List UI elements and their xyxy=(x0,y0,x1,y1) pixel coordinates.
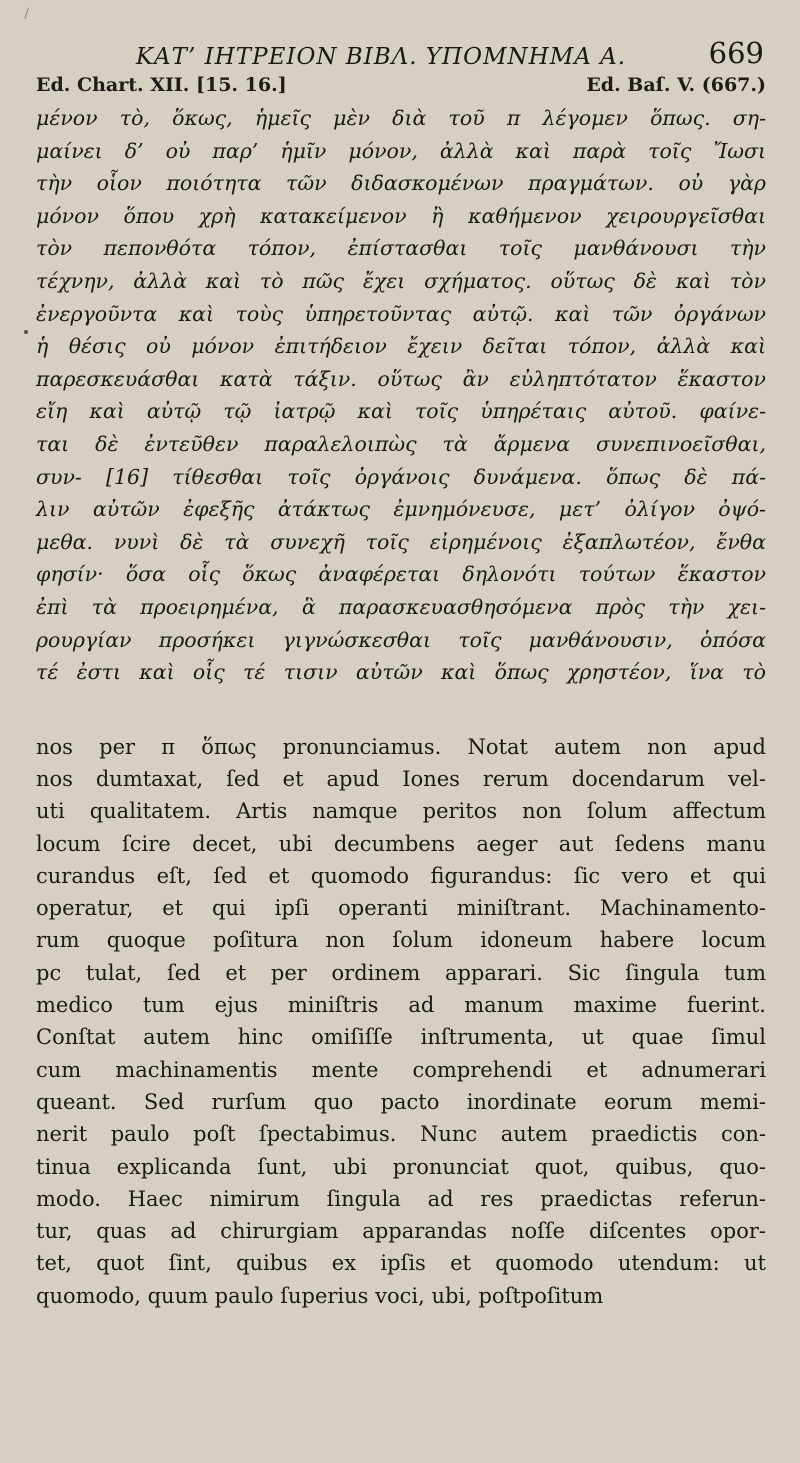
corner-mark xyxy=(24,8,32,21)
latin-line: tur, quas ad chirurgiam apparandas noſſe diſcentes opor- xyxy=(36,1219,766,1244)
latin-line: Conſtat autem hinc omiſiſſe inſtrumenta, ut quae ſimul xyxy=(36,1025,766,1050)
greek-line: τέχνην, ἀλλὰ καὶ τὸ πῶς ἔχει σχήματος. οὕτως δὲ καὶ τὸν xyxy=(36,268,766,293)
greek-line: εἴη καὶ αὐτῷ τῷ ἰατρῷ καὶ τοῖς ὑπηρέταις αὐτοῦ. φαίνε- xyxy=(36,399,766,424)
latin-line: pc tulat, ſed et per ordinem apparari. Sic ſingula tum xyxy=(36,960,766,985)
running-head xyxy=(36,28,766,70)
edition-left: Ed. Chart. XII. [15. 16.] xyxy=(36,74,287,96)
column-gap xyxy=(36,689,766,731)
latin-line: locum ſcire decet, ubi decumbens aeger aut ſedens manu xyxy=(36,831,766,856)
latin-line: tet, quot ſint, quibus ex ipſis et quomodo utendum: ut xyxy=(36,1251,766,1276)
greek-line: τὸν πεπονθότα τόπον, ἐπίστασθαι τοῖς μανθάνουσι τὴν xyxy=(36,236,766,261)
latin-line: nerit paulo poſt ſpectabimus. Nunc autem praedictis con- xyxy=(36,1122,766,1147)
latin-line: quomodo, quum paulo ſuperius voci, ubi, poſtpoſitum xyxy=(36,1283,604,1308)
greek-line: ἐνεργοῦντα καὶ τοὺς ὑπηρετοῦντας αὐτῷ. καὶ τῶν ὀργάνων xyxy=(36,301,766,326)
latin-text xyxy=(36,731,766,1312)
greek-line: ται δὲ ἐντεῦθεν παραλελοιπὼς τὰ ἄρμενα συνεπινοεῖσθαι, xyxy=(36,431,766,456)
greek-line: λιν αὐτῶν ἐφεξῆς ἀτάκτως ἐμνημόνευσε, μετ’ ὀλίγον ὀψό- xyxy=(36,497,766,522)
greek-line: μόνον ὅπου χρὴ κατακείμενον ἢ καθήμενον χειρουργεῖσθαι xyxy=(36,203,766,228)
greek-line: μεθα. νυνὶ δὲ τὰ συνεχῆ τοῖς εἰρημένοις ἐξαπλωτέον, ἔνθα xyxy=(36,529,766,554)
latin-line: tinua explicanda ſunt, ubi pronunciat quot, quibus, quo- xyxy=(36,1154,766,1179)
greek-line: μένον τὸ, ὅκως, ἡμεῖς μὲν διὰ τοῦ π λέγομεν ὅπως. ση- xyxy=(36,106,766,130)
running-title: ΚΑΤ’ ΙΗΤΡΕΙΟΝ ΒΙΒΛ. ΥΠΟΜΝΗΜΑ Α. xyxy=(135,44,627,70)
greek-line: τὴν οἷον ποιότητα τῶν διδασκομένων πραγμάτων. οὐ γὰρ xyxy=(36,171,766,196)
latin-line: nos per π ὅπως pronunciamus. Notat autem non apud xyxy=(36,734,766,759)
greek-line: ἐπὶ τὰ προειρημένα, ἃ παρασκευασθησόμενα πρὸς τὴν χει- xyxy=(36,594,766,619)
latin-line: nos dumtaxat, ſed et apud Iones rerum docendarum vel- xyxy=(36,766,766,791)
greek-line: συν- [16] τίθεσθαι τοῖς ὀργάνοις δυνάμενα. ὅπως δὲ πά- xyxy=(36,464,766,489)
latin-line: uti qualitatem. Artis namque peritos non ſolum affectum xyxy=(36,799,766,824)
page-number: 669 xyxy=(708,36,764,70)
margin-mark xyxy=(24,330,28,334)
latin-line: modo. Haec nimirum ſingula ad res praedictas referun- xyxy=(36,1186,766,1211)
greek-line: φησίν· ὅσα οἷς ὅκως ἀναφέρεται δηλονότι τούτων ἕκαστον xyxy=(36,562,766,587)
greek-line: τέ ἐστι καὶ οἷς τέ τισιν αὐτῶν καὶ ὅπως χρηστέον, ἵνα τὸ xyxy=(36,660,766,685)
latin-line: rum quoque poſitura non ſolum idoneum habere locum xyxy=(36,928,766,953)
edition-line xyxy=(36,74,766,100)
latin-line: operatur, et qui ipſi operanti miniſtrant. Machinamento- xyxy=(36,896,766,921)
greek-line: παρεσκευάσθαι κατὰ τάξιν. οὕτως ἂν εὐληπτότατον ἕκαστον xyxy=(36,366,766,391)
latin-line: cum machinamentis mente comprehendi et adnumerari xyxy=(36,1057,766,1082)
greek-line: ρουργίαν προσήκει γιγνώσκεσθαι τοῖς μανθάνουσιν, ὁπόσα xyxy=(36,627,766,652)
greek-text xyxy=(36,102,766,689)
edition-right: Ed. Baſ. V. (667.) xyxy=(586,74,766,96)
latin-line: queant. Sed rurſum quo pacto inordinate eorum memi- xyxy=(36,1089,766,1114)
greek-line: μαίνει δ’ οὐ παρ’ ἡμῖν μόνον, ἀλλὰ καὶ παρὰ τοῖς Ἴωσι xyxy=(36,138,766,163)
latin-line: curandus eſt, ſed et quomodo figurandus: ſic vero et qui xyxy=(36,863,766,888)
latin-line: medico tum ejus miniſtris ad manum maxime fuerint. xyxy=(36,993,766,1018)
greek-line: ἡ θέσις οὐ μόνον ἐπιτήδειον ἔχειν δεῖται τόπον, ἀλλὰ καὶ xyxy=(36,334,766,359)
